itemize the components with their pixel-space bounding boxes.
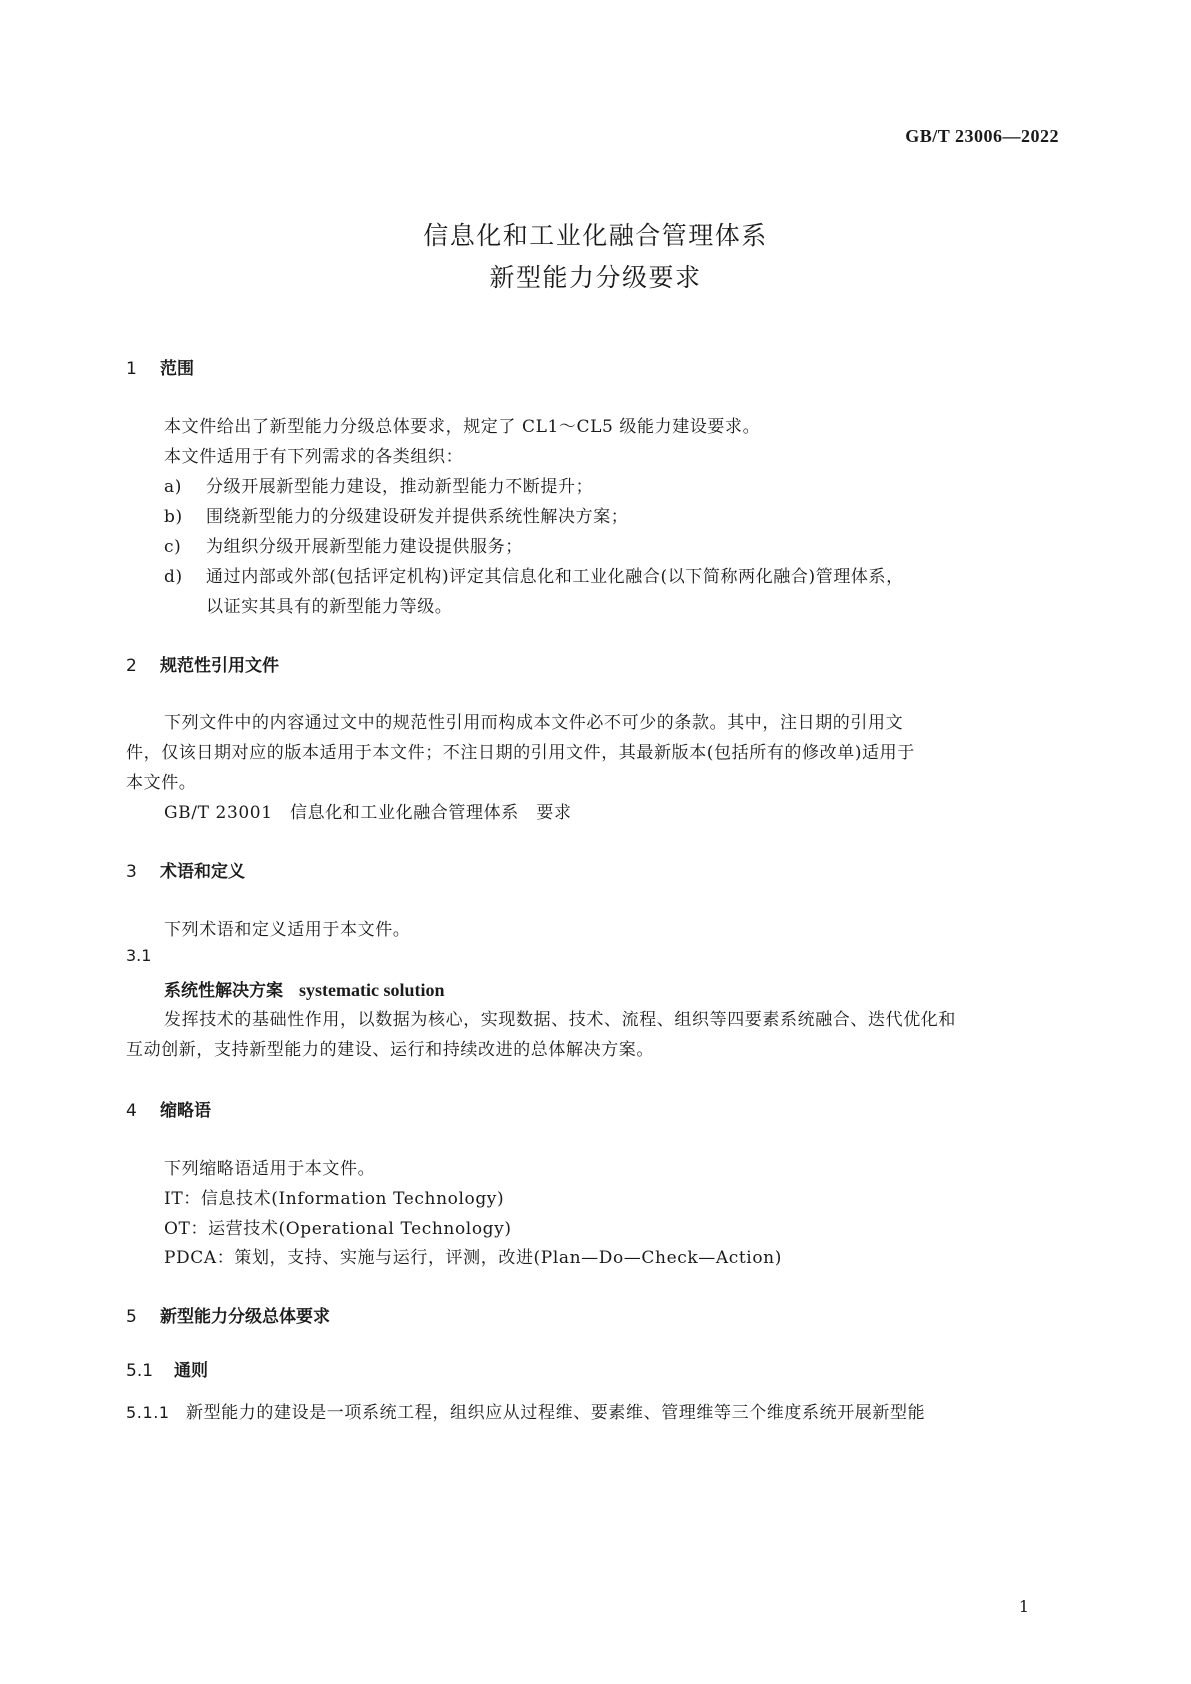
abbreviation-item: OT：运营技术(Operational Technology) — [164, 1219, 512, 1239]
paragraph-line: 件，仅该日期对应的版本适用于本文件；不注日期的引用文件，其最新版本(包括所有的修改单)适用于 — [126, 743, 915, 763]
list-item-tag: d) — [164, 567, 183, 587]
section-2-heading — [126, 651, 279, 676]
reference-title: 信息化和工业化融合管理体系 要求 — [290, 803, 572, 823]
reference-code: GB/T 23001 — [164, 803, 273, 823]
list-item-text: 围绕新型能力的分级建设研发并提供系统性解决方案； — [206, 507, 629, 527]
definition-line: 互动创新，支持新型能力的建设、运行和持续改进的总体解决方案。 — [126, 1040, 654, 1060]
clause-number: 5.1.1 — [126, 1403, 170, 1422]
abbreviation-item: IT：信息技术(Information Technology) — [164, 1189, 505, 1209]
list-item-continuation: 以证实其具有的新型能力等级。 — [206, 597, 453, 617]
clause-5-1-1 — [126, 1398, 925, 1423]
list-item — [164, 532, 523, 557]
list-item — [164, 472, 593, 497]
list-item — [164, 562, 904, 587]
paragraph: 下列术语和定义适用于本文件。 — [164, 920, 411, 940]
list-item-text: 分级开展新型能力建设，推动新型能力不断提升； — [206, 477, 594, 497]
list-item — [164, 502, 628, 527]
section-3-heading — [126, 857, 245, 882]
section-4-heading — [126, 1096, 211, 1121]
normative-reference — [164, 798, 572, 823]
document-title-line1: 信息化和工业化融合管理体系 — [423, 221, 768, 250]
paragraph: 本文件适用于有下列需求的各类组织： — [164, 447, 464, 467]
section-1-heading — [126, 354, 194, 379]
paragraph-line: 下列文件中的内容通过文中的规范性引用而构成本文件必不可少的条款。其中，注日期的引用文 — [164, 713, 904, 733]
section-title: 缩略语 — [160, 1101, 211, 1121]
section-title: 新型能力分级总体要求 — [160, 1307, 330, 1327]
clause-text: 新型能力的建设是一项系统工程，组织应从过程维、要素维、管理维等三个维度系统开展新型能 — [186, 1403, 926, 1423]
section-title: 范围 — [160, 359, 194, 379]
page-number: 1 — [1018, 1597, 1029, 1616]
section-title: 术语和定义 — [160, 862, 245, 882]
paragraph: 本文件给出了新型能力分级总体要求，规定了 CL1～CL5 级能力建设要求。 — [164, 417, 761, 437]
paragraph: 下列缩略语适用于本文件。 — [164, 1159, 376, 1179]
section-number: 5 — [126, 1307, 137, 1327]
abbreviation-item: PDCA：策划，支持、实施与运行，评测，改进(Plan—Do—Check—Action) — [164, 1248, 782, 1268]
section-5-heading — [126, 1302, 330, 1327]
section-number: 1 — [126, 359, 137, 379]
list-item-tag: b) — [164, 507, 183, 527]
section-number: 2 — [126, 656, 137, 676]
subsection-5-1-heading — [126, 1356, 208, 1381]
term-number: 3.1 — [126, 946, 152, 965]
term-chinese: 系统性解决方案 — [164, 981, 283, 1001]
standard-number: GB/T 23006—2022 — [905, 126, 1059, 146]
section-title: 规范性引用文件 — [160, 656, 279, 676]
definition-line: 发挥技术的基础性作用，以数据为核心，实现数据、技术、流程、组织等四要素系统融合、迭代优化和 — [164, 1010, 956, 1030]
term-english: systematic solution — [299, 980, 445, 1000]
subsection-title: 通则 — [174, 1361, 208, 1381]
section-number: 3 — [126, 862, 137, 882]
section-number: 4 — [126, 1101, 137, 1121]
list-item-tag: a) — [164, 477, 182, 497]
list-item-text: 为组织分级开展新型能力建设提供服务； — [206, 537, 523, 557]
list-item-text: 通过内部或外部(包括评定机构)评定其信息化和工业化融合(以下简称两化融合)管理体系， — [206, 567, 904, 587]
term-entry — [164, 976, 445, 1001]
document-title-line2: 新型能力分级要求 — [489, 263, 702, 292]
subsection-number: 5.1 — [126, 1361, 154, 1381]
list-item-tag: c) — [164, 537, 182, 557]
paragraph-line: 本文件。 — [126, 773, 197, 793]
